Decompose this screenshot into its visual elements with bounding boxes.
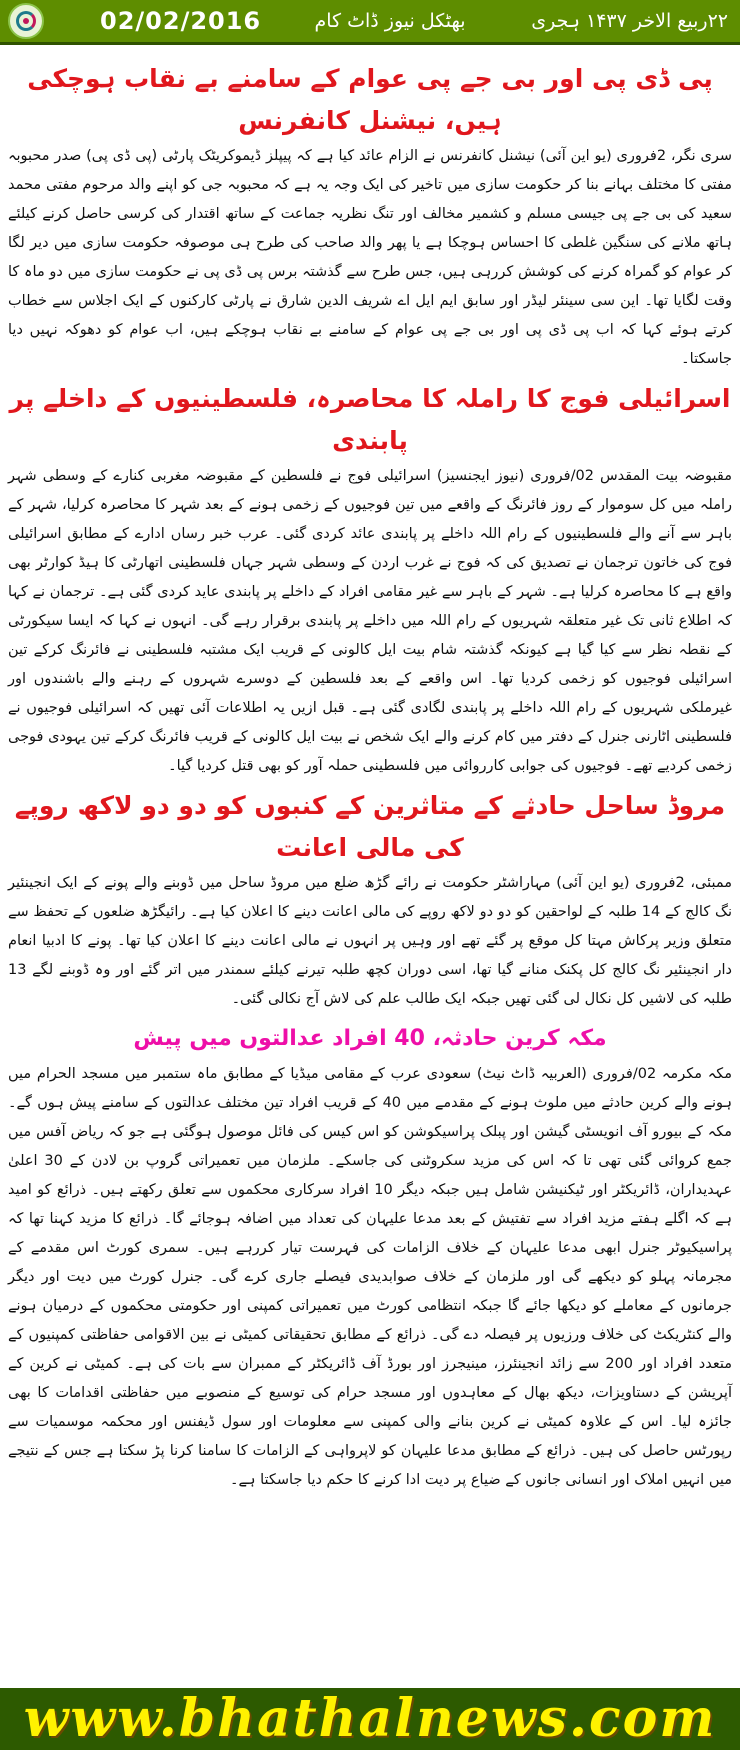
page-header <box>0 0 740 45</box>
article-body: سری نگر، 2فروری (یو این آئی) نیشنل کانفرنس نے الزام عائد کیا ہے کہ پیپلز ڈیموکریٹک پارٹی (پی ڈی پی) صدر محبوبہ مفتی کا مختلف بہانے بنا کر حکومت سازی میں تاخیر کی ایک وجہ یہ ہے کہ محبوبہ جی کو اپنے والد مرحوم مفتی محمد سعید کی بی جے پی جیسی مسلم و کشمیر مخالف اور تنگ نظریہ جماعت کے ساتھ اقتدار کی کرسی حاصل کرنے کیلئے ہاتھ ملانے کی سنگین غلطی کا احساس ہوچکا ہے یا پھر والد صاحب کی طرح ہی موصوفہ حکومت سازی میں دیر لگا کر عوام کو گمراہ کرنے کی کوشش کررہی ہیں، جس طرح سے گذشتہ برس پی ڈی پی نے حکومت سازی میں دو ماہ کا وقت لگایا تھا۔ این سی سینئر لیڈر اور سابق ایم ایل اے شریف الدین شارق نے پارٹی کارکنوں کے ایک اجلاس سے خطاب کرتے ہوئے کہا کہ اب پی ڈی پی اور بی جے پی عوام کے سامنے بے نقاب ہوچکے ہیں، اب عوام کو دھوکہ نہیں دیا جاسکتا۔ <box>8 148 732 367</box>
news-logo-icon <box>8 3 44 39</box>
article-headline: مروڈ ساحل حادثے کے متاثرین کے کنبوں کو دو دو لاکھ روپے کی مالی اعانت <box>14 791 726 862</box>
article-body: مکہ مکرمہ 02/فروری (العربیہ ڈاٹ نیٹ) سعودی عرب کے مقامی میڈیا کے مطابق ماہ ستمبر میں مسجد الحرام میں ہونے والے کرین حادثے میں ملوث ہونے کے مقدمے میں 40 کے قریب افراد تین مختلف عدالتوں کے سامنے پیش ہوں گے۔ مکہ کے بیورو آف انویسٹی گیشن اور پبلک پراسیکوشن کو اس کیس کی فائل موصول ہوگئی ہے جو کہ ریاض آفس میں جمع کروائی گئی تھی تا کہ اس کی مزید سکروٹنی کی جاسکے۔ ملزمان میں تعمیراتی گروپ بن لادن کے 30 اعلیٰ عہدیداران، ڈائریکٹر اور ٹیکنیشن شامل ہیں جبکہ دیگر 10 افراد سرکاری محکموں سے تعلق رکھتے ہیں۔ ذرائع کو امید ہے کہ اگلے ہفتے مزید افراد سے تفتیش کے بعد مدعا علیہان کی تعداد میں اضافہ ہوجائے گا۔ ذرائع کا مزید کہنا تھا کہ پراسیکیوٹر جنرل ابھی مدعا علیہان کے خلاف الزامات کی فہرست تیار کررہے ہیں۔ سمری کورٹ اس مقدمے کے مجرمانہ پہلو کو دیکھے گی اور ملزمان کے خلاف صوابدیدی فیصلے جاری کرے گی۔ جنرل کورٹ میں دیت اور دیگر جرمانوں کے معاملے کو دیکھا جائے گا جبکہ انتظامی کورٹ میں تعمیراتی کمپنی اور حکومتی محکموں کے درمیان ہونے والے کنٹریکٹ کی خلاف ورزیوں پر فیصلہ دے گی۔ ذرائع کے مطابق تحقیقاتی کمیٹی نے بین الاقوامی حفاظتی کمپنیوں کے متعدد افراد اور 200 سے زائد انجینئرز، مینیجرز اور بورڈ آف ڈائریکٹر کے ممبران سے بات کی ہے۔ کمیٹی نے کرین کے آپریشن کے دستاویزات، دیکھ بھال کے معاہدوں اور مسجد حرام کی توسیع کے منصوبے میں حفاظتی اقدامات کا بھی جائزہ لیا۔ اس کے علاوہ کمیٹی نے کرین بنانے والی کمپنی سے معلومات اور سول ڈیفنس اور محکمہ موسمیات سے رپورٹس حاصل کی ہیں۔ ذرائع کے مطابق مدعا علیہان کو لاپرواہی کے الزامات کا سامنا کرنا پڑ سکتا ہے جس کے نتیجے میں انہیں املاک اور انسانی جانوں کے ضیاع پر دیت ادا کرنے کا حکم دیا جاسکتا ہے۔ <box>8 1066 733 1488</box>
gregorian-date: 02/02/2016 <box>100 7 262 35</box>
articles-column <box>8 50 732 1499</box>
article-headline: مکہ کرین حادثہ، 40 افراد عدالتوں میں پیش <box>133 1026 607 1051</box>
article-ramallah-siege <box>8 378 732 781</box>
article-nc-pdp <box>8 58 732 374</box>
page-footer <box>0 1688 740 1750</box>
article-makkah-crane <box>8 1018 732 1495</box>
hijri-date: ۲۲ربیع الاخر ۱۴۳۷ ہجری <box>531 10 728 32</box>
article-body: ممبئی، 2فروری (یو این آئی) مہاراشٹر حکومت نے رائے گڑھ ضلع میں مروڈ ساحل میں ڈوبنے والے پونے کے ایک انجینئیر نگ کالج کے 14 طلبہ کے لواحقین کو دو دو لاکھ روپے کی مالی اعانت دینے کا اعلان کیا ہے۔ رائیگڑھ ضلعوں کے تحفظ سے متعلق وزیر پرکاش مہتا کل موقع پر گئے تھے اور وہیں پر انہوں نے مالی اعانت دینے کا اعلان کیا تھا۔ پونے کا ادبیا انعام دار انجینئیر نگ کالج کل پکنک منانے گیا تھا، اسی دوران کچھ طلبہ تیرنے کیلئے سمندر میں اتر گئے اور وہ ڈوبنے لگے 13 طلبہ کی لاشیں کل نکال لی گئی تھیں جبکہ ایک طالب علم کی لاش آج نکالی گئی۔ <box>8 875 733 1007</box>
article-body: مقبوضہ بیت المقدس 02/فروری (نیوز ایجنسیز) اسرائیلی فوج نے فلسطین کے مقبوضہ مغربی کنارے کے وسطی شہر راملہ میں کل سوموار کے روز فائرنگ کے واقعے میں تین فوجیوں کے زخمی ہونے کے بعد شہر کا محاصرہ کرلیا، شہر کے باہر سے آنے والے فلسطینیوں کے رام اللہ داخلے پر پابندی عائد کردی گئی۔ عرب خبر رساں ادارے کے مطابق اسرائیلی فوج کی خاتون ترجمان نے تصدیق کی کہ فوج نے غرب اردن کے وسطی شہر جہاں فلسطینی اتھارٹی کا ہیڈ کوارٹر بھی واقع ہے کا محاصرہ کرلیا ہے۔ شہر کے باہر سے غیر مقامی افراد کے داخلے پر پابندی عاید کردی گئی ہے۔ ترجمان نے کہا کہ اطلاع ثانی تک غیر متعلقہ شہریوں کے رام اللہ میں داخلے پر پابندی برقرار رہے گی۔ انہوں نے کہا کہ ایسا سیکورٹی کے نقطہ نظر سے کیا گیا ہے کیونکہ گذشتہ شام بیت ایل کالونی کے قریب ایک مشتبہ فلسطینی نے فائرنگ کرکے تین اسرائیلی فوجیوں کو زخمی کردیا تھا۔ اس واقعے کے بعد فلسطین کے دوسرے شہروں کے رہنے والے باشندوں اور غیرملکی شہریوں کے رام اللہ داخلے پر پابندی لگادی گئی ہے۔ قبل ازیں یہ اطلاعات آئی تھیں کہ اسرائیلی فوجیوں نے فلسطینی اٹارنی جنرل کے دفتر میں کام کرنے والے ایک شخص نے بیت ایل کالونی کے قریب فائرنگ کرکے تین یہودی فوجی زخمی کردیے تھے۔ فوجیوں کی جوابی کارروائی میں فلسطینی حملہ آور کو بھی قتل کردیا گیا۔ <box>8 468 732 774</box>
site-name: بھٹکل نیوز ڈاٹ کام <box>314 10 466 32</box>
article-headline: پی ڈی پی اور بی جے پی عوام کے سامنے بے نقاب ہوچکی ہیں، نیشنل کانفرنس <box>27 64 713 135</box>
article-murud-beach <box>8 785 732 1014</box>
article-headline: اسرائیلی فوج کا راملہ کا محاصرہ، فلسطینیوں کے داخلے پر پابندی <box>9 384 731 455</box>
site-url[interactable]: www.bhathalnews.com <box>23 1688 717 1749</box>
